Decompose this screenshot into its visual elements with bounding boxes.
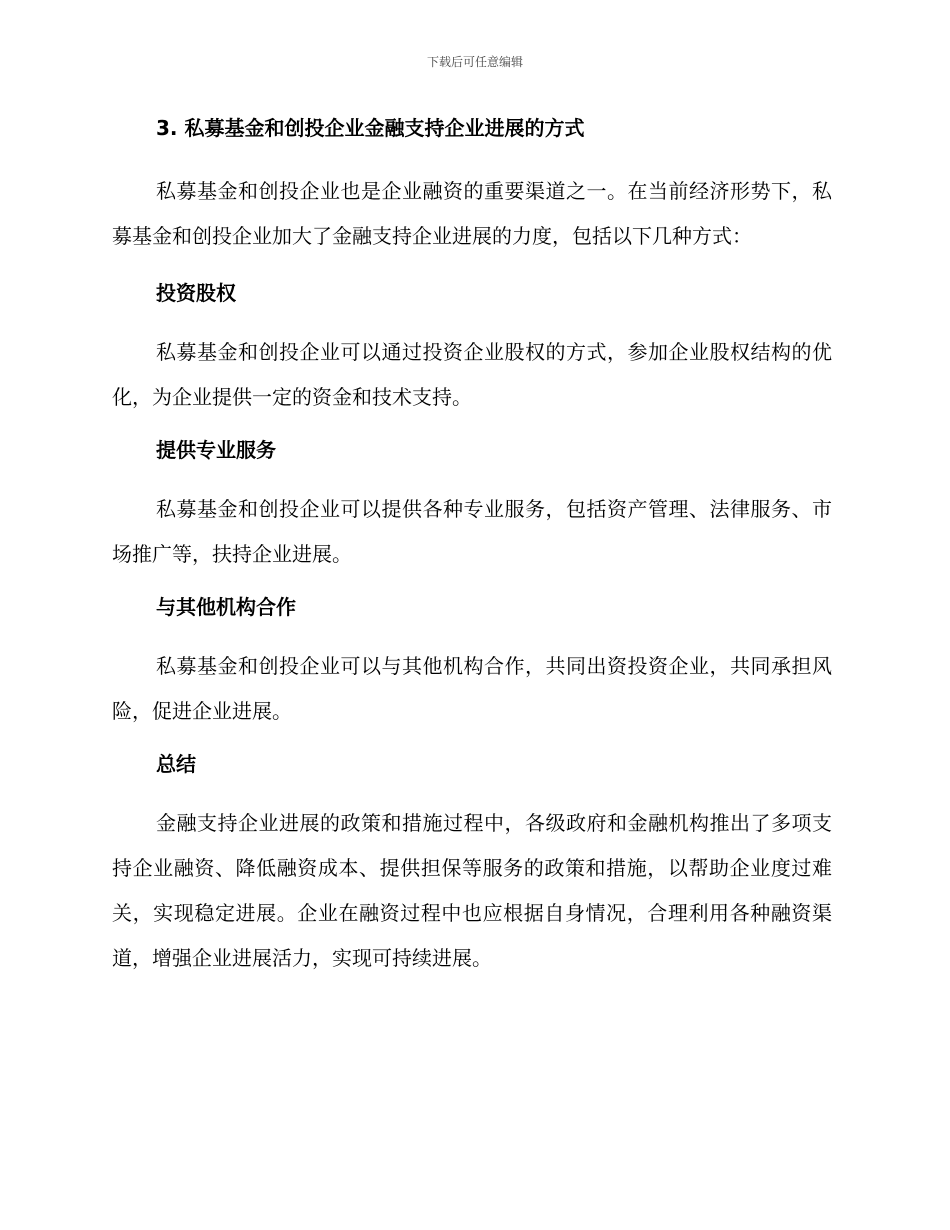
document-body: [112, 112, 832, 995]
page-header-note: 下载后可任意编辑: [426, 55, 523, 69]
subsection-paragraph-professional-services: 私募基金和创投企业可以提供各种专业服务，包括资产管理、法律服务、市场推广等，扶持企业进展。: [112, 497, 832, 566]
intro-paragraph: 私募基金和创投企业也是企业融资的重要渠道之一。在当前经济形势下，私募基金和创投企业加大了金融支持企业进展的力度，包括以下几种方式：: [112, 179, 832, 248]
subsection-heading-professional-services: 提供专业服务: [156, 438, 276, 462]
subsection-heading-equity-investment: 投资股权: [156, 281, 236, 305]
subsection-heading-cooperation: 与其他机构合作: [156, 595, 296, 619]
subsection-heading-summary: 总结: [156, 752, 196, 776]
subsection-paragraph-summary: 金融支持企业进展的政策和措施过程中，各级政府和金融机构推出了多项支持企业融资、降低融资成本、提供担保等服务的政策和措施，以帮助企业度过难关，实现稳定进展。企业在融资过程中也应根据自身情况，合理利用各种融资渠道，增强企业进展活力，实现可持续进展。: [112, 811, 832, 970]
subsection-paragraph-equity-investment: 私募基金和创投企业可以通过投资企业股权的方式，参加企业股权结构的优化，为企业提供一定的资金和技术支持。: [112, 340, 832, 409]
subsection-paragraph-cooperation: 私募基金和创投企业可以与其他机构合作，共同出资投资企业，共同承担风险，促进企业进展。: [112, 654, 832, 723]
section-heading: 3. 私募基金和创投企业金融支持企业进展的方式: [156, 116, 585, 140]
